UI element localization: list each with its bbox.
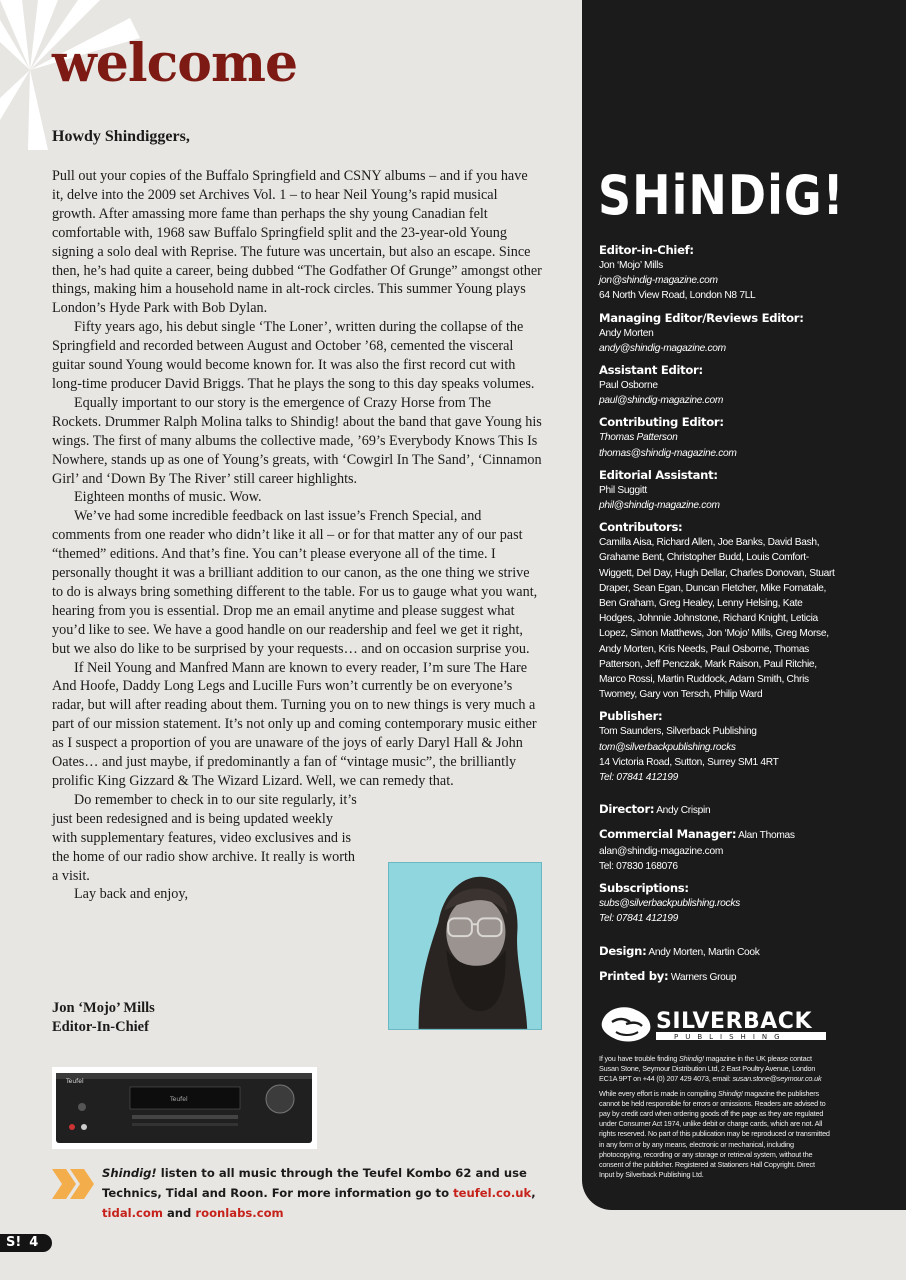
role-label: Director:: [599, 802, 655, 817]
masthead-sidebar: [582, 0, 906, 1210]
staff-name: Thomas Patterson: [599, 432, 678, 444]
staff-phone: Tel: 07830 168076: [599, 860, 678, 872]
staff-email[interactable]: andy@shindig-magazine.com: [599, 342, 726, 354]
promo-and: and: [162, 1206, 196, 1220]
silverback-subtitle: PUBLISHING: [674, 1033, 787, 1041]
staff-name: Andy Morten, Martin Cook: [648, 946, 760, 958]
promo-separator: ,: [531, 1186, 536, 1200]
roon-link[interactable]: roonlabs.com: [195, 1206, 284, 1220]
amp-brand: Teufel: [66, 1078, 84, 1085]
shindig-logo: SHiNDiG!: [598, 163, 845, 227]
signature-title: Editor-In-Chief: [52, 1019, 149, 1035]
legal-text: magazine in the UK please contact Susan Stone, Seymour Distribution Ltd, 2 East Poultry Avenue, London EC1A 9PT on +44 (0) 207 429 4073, email:: [599, 1054, 816, 1084]
page-folio: [0, 1234, 52, 1252]
staff-phone: Tel: 07841 412199: [599, 772, 678, 784]
paragraph: Equally important to our story is the emergence of Crazy Horse from The Rockets. Drummer Ralph Molina talks to Shindig! about the band that gave Young his wings. The first of many albums the collective made, ’69’s Everybody Knows This Is Nowhere, stands up as one of Young’s greats, with ‘Cowgirl In The Sand’, ‘Cinnamon Girl’ and ‘Down By The River’ still career highlights.: [52, 394, 542, 487]
staff-email[interactable]: tom@silverbackpublishing.rocks: [599, 741, 736, 753]
role-label: Editor-in-Chief:: [599, 243, 694, 257]
greeting: Howdy Shindiggers,: [52, 128, 190, 145]
legal-brand: Shindig!: [679, 1054, 704, 1063]
amplifier-image: [52, 1067, 317, 1149]
director-credit: [599, 801, 839, 818]
staff-email[interactable]: subs@silverbackpublishing.rocks: [599, 898, 740, 910]
amp-display-text: Teufel: [170, 1096, 188, 1103]
staff-email[interactable]: alan@shindig-magazine.com: [599, 845, 724, 857]
contributors-list: Camilla Aisa, Richard Allen, Joe Banks, David Bash, Grahame Bent, Christopher Budd, Louis Comfort-Wiggett, Del Day, Hugh Dellar, Charles Donovan, Stuart Draper, Sean Egan, Duncan Fletcher, Mike Fornatale, Ben Graham, Greg Healey, Lenny Helsing, Kate Hodges, Johnnie Johnstone, Richard Knight, Leticia Lopez, Simon Matthews, Jon ‘Mojo’ Mills, Greg Morse, Andy Morten, Kris Needs, Paul Osborne, Thomas Patterson, Jeff Penczak, Mark Raison, Paul Ritchie, Marco Rossi, Martin Ruddock, Adam Smith, Chris Twomey, Gary von Tersch, Philip Ward: [599, 537, 835, 701]
staff-name: Andy Crispin: [656, 805, 711, 817]
folio-mark: S!: [6, 1235, 22, 1250]
staff-name: Alan Thomas: [738, 830, 795, 842]
paragraph: If Neil Young and Manfred Mann are known to every reader, I’m sure The Hare And Hoofe, Daddy Long Legs and Lucille Furs won’t currently be on everyone’s radar, but will after reading about them. Turning you on to new things is very much a part of our mission statement. It’s not only up and coming contemporary music either as I suspect a proportion of you are unaware of the joys of early Daryl Hall & John Oates… and just maybe, if predominantly a fan of “vintage music”, the brilliantly prolific King Gizzard & The Wizard Lizard. Well, we can remedy that.: [52, 659, 537, 789]
role-label: Contributing Editor:: [599, 415, 724, 430]
staff-name: Andy Morten: [599, 327, 654, 339]
disclaimer-notice: [599, 1089, 831, 1181]
role-label: Commercial Manager:: [599, 827, 737, 842]
legal-text: While every effort is made in compiling: [599, 1088, 718, 1098]
signature-name: Jon ‘Mojo’ Mills: [52, 1000, 155, 1016]
paragraph: Do remember to check in to our site regularly, it’s just been redesigned and is being updated weekly with supplementary features, video exclusives and is the home of our radio show archive. It really is worth a visit.: [52, 791, 357, 884]
staff-email[interactable]: paul@shindig-magazine.com: [599, 395, 724, 407]
role-label: Editorial Assistant:: [599, 467, 718, 482]
role-label: Managing Editor/Reviews Editor:: [599, 310, 804, 325]
staff-name: Warners Group: [670, 971, 737, 983]
paragraph: We’ve had some incredible feedback on last issue’s French Special, and comments from one reader who didn’t like it all – or for that matter any of our past “themed” editions. And that’s fine. You can’t please everyone all of the time. I personally thought it was a brilliant addition to our canon, as the one thing we strive to do is always bring something different to the table. For us to gauge what you want, hearing from you is essential. Drop me an email anytime and please suggest what you’d like to see. We have a good handle on our readership and feel we get it right, but we also do like to be surprised by your requests… and on occasion surprise you.: [52, 508, 538, 657]
page-number: 4: [29, 1235, 39, 1250]
arrow-icon: [52, 1169, 98, 1199]
signature: [52, 999, 155, 1037]
teufel-link[interactable]: teufel.co.uk: [453, 1186, 532, 1200]
legal-email[interactable]: susan.stone@seymour.co.uk: [732, 1074, 822, 1084]
distribution-notice: [599, 1054, 831, 1085]
silverback-logo: [600, 1002, 828, 1046]
staff-credits: [599, 242, 839, 985]
paragraph: Lay back and enjoy,: [74, 886, 189, 903]
promo-brand: Shindig!: [102, 1166, 157, 1180]
staff-address: 14 Victoria Road, Sutton, Surrey SM1 4RT: [599, 756, 779, 768]
editor-photo: [388, 862, 542, 1030]
paragraph: Fifty years ago, his debut single ‘The Loner’, written during the collapse of the Springfield and recorded between August and October ’68, cemented the visceral guitar sound Young would become known for. It was also the first record cut with long-time producer David Briggs. That he plays the song to this day speaks volumes.: [52, 319, 535, 392]
printer-credit: [599, 968, 839, 985]
staff-email[interactable]: jon@shindig-magazine.com: [599, 275, 718, 287]
promo-text: listen to all music through the Teufel Kombo 62 and use Technics, Tidal and Roon. For more information go to: [102, 1166, 527, 1200]
role-label: Design:: [599, 943, 647, 958]
role-label: Assistant Editor:: [599, 363, 703, 378]
tidal-link[interactable]: tidal.com: [102, 1206, 163, 1220]
paragraph: Pull out your copies of the Buffalo Springfield and CSNY albums – and if you have it, delve into the 2009 set Archives Vol. 1 – to hear Neil Young’s rapid musical growth. After amassing more fame than perhaps the shy young Canadian felt comfortable with, 1968 saw Buffalo Springfield split and the 23-year-old Young signing a solo deal with Reprise. The future was uncertain, but also an escape. Since then, he’s had quite a career, being dubbed “The Godfather Of Grunge” amongst other things, making him a household name in alt-rock circles. This summer Young plays London’s Hyde Park with Bob Dylan.: [52, 168, 542, 317]
staff-name: Jon ‘Mojo’ Mills: [599, 260, 663, 271]
staff-email[interactable]: thomas@shindig-magazine.com: [599, 447, 737, 459]
paragraph: Eighteen months of music. Wow.: [74, 489, 262, 506]
legal-brand: Shindig!: [717, 1088, 743, 1098]
role-label: Publisher:: [599, 709, 663, 724]
staff-name: Phil Suggitt: [599, 484, 647, 496]
legal-text: magazine the publishers cannot be held responsible for errors or omissions. Readers are advised to pay by credit card when ordering goods off the page as they are regulated under Consumer Act 1974, unlike debit or charge cards, which are not. All rights reserved. No part of this publication may be reproduced or transmitted in any form or by any means, electronic or mechanical, including photocopying, recording or any storage or retrieval system, without the consent of the publisher. Registered at Stationers Hall Copyright. Direct Input by Silverback Publishing Ltd.: [599, 1088, 830, 1180]
staff-address: 64 North View Road, London N8 7LL: [599, 290, 756, 302]
silverback-wordmark: SILVERBACK: [656, 1009, 813, 1034]
page-title: welcome: [52, 33, 298, 94]
staff-email[interactable]: phil@shindig-magazine.com: [599, 500, 720, 512]
role-label: Subscriptions:: [599, 881, 689, 896]
editorial-letter: [52, 167, 542, 904]
design-credit: [599, 943, 839, 960]
legal-notice: [599, 1054, 831, 1180]
commercial-credit: [599, 826, 839, 843]
staff-name: Tom Saunders, Silverback Publishing: [599, 726, 757, 738]
role-label: Contributors:: [599, 520, 683, 535]
staff-name: Paul Osborne: [599, 380, 658, 392]
legal-text: If you have trouble finding: [599, 1054, 679, 1063]
role-label: Printed by:: [599, 968, 669, 983]
staff-phone: Tel: 07841 412199: [599, 913, 678, 925]
